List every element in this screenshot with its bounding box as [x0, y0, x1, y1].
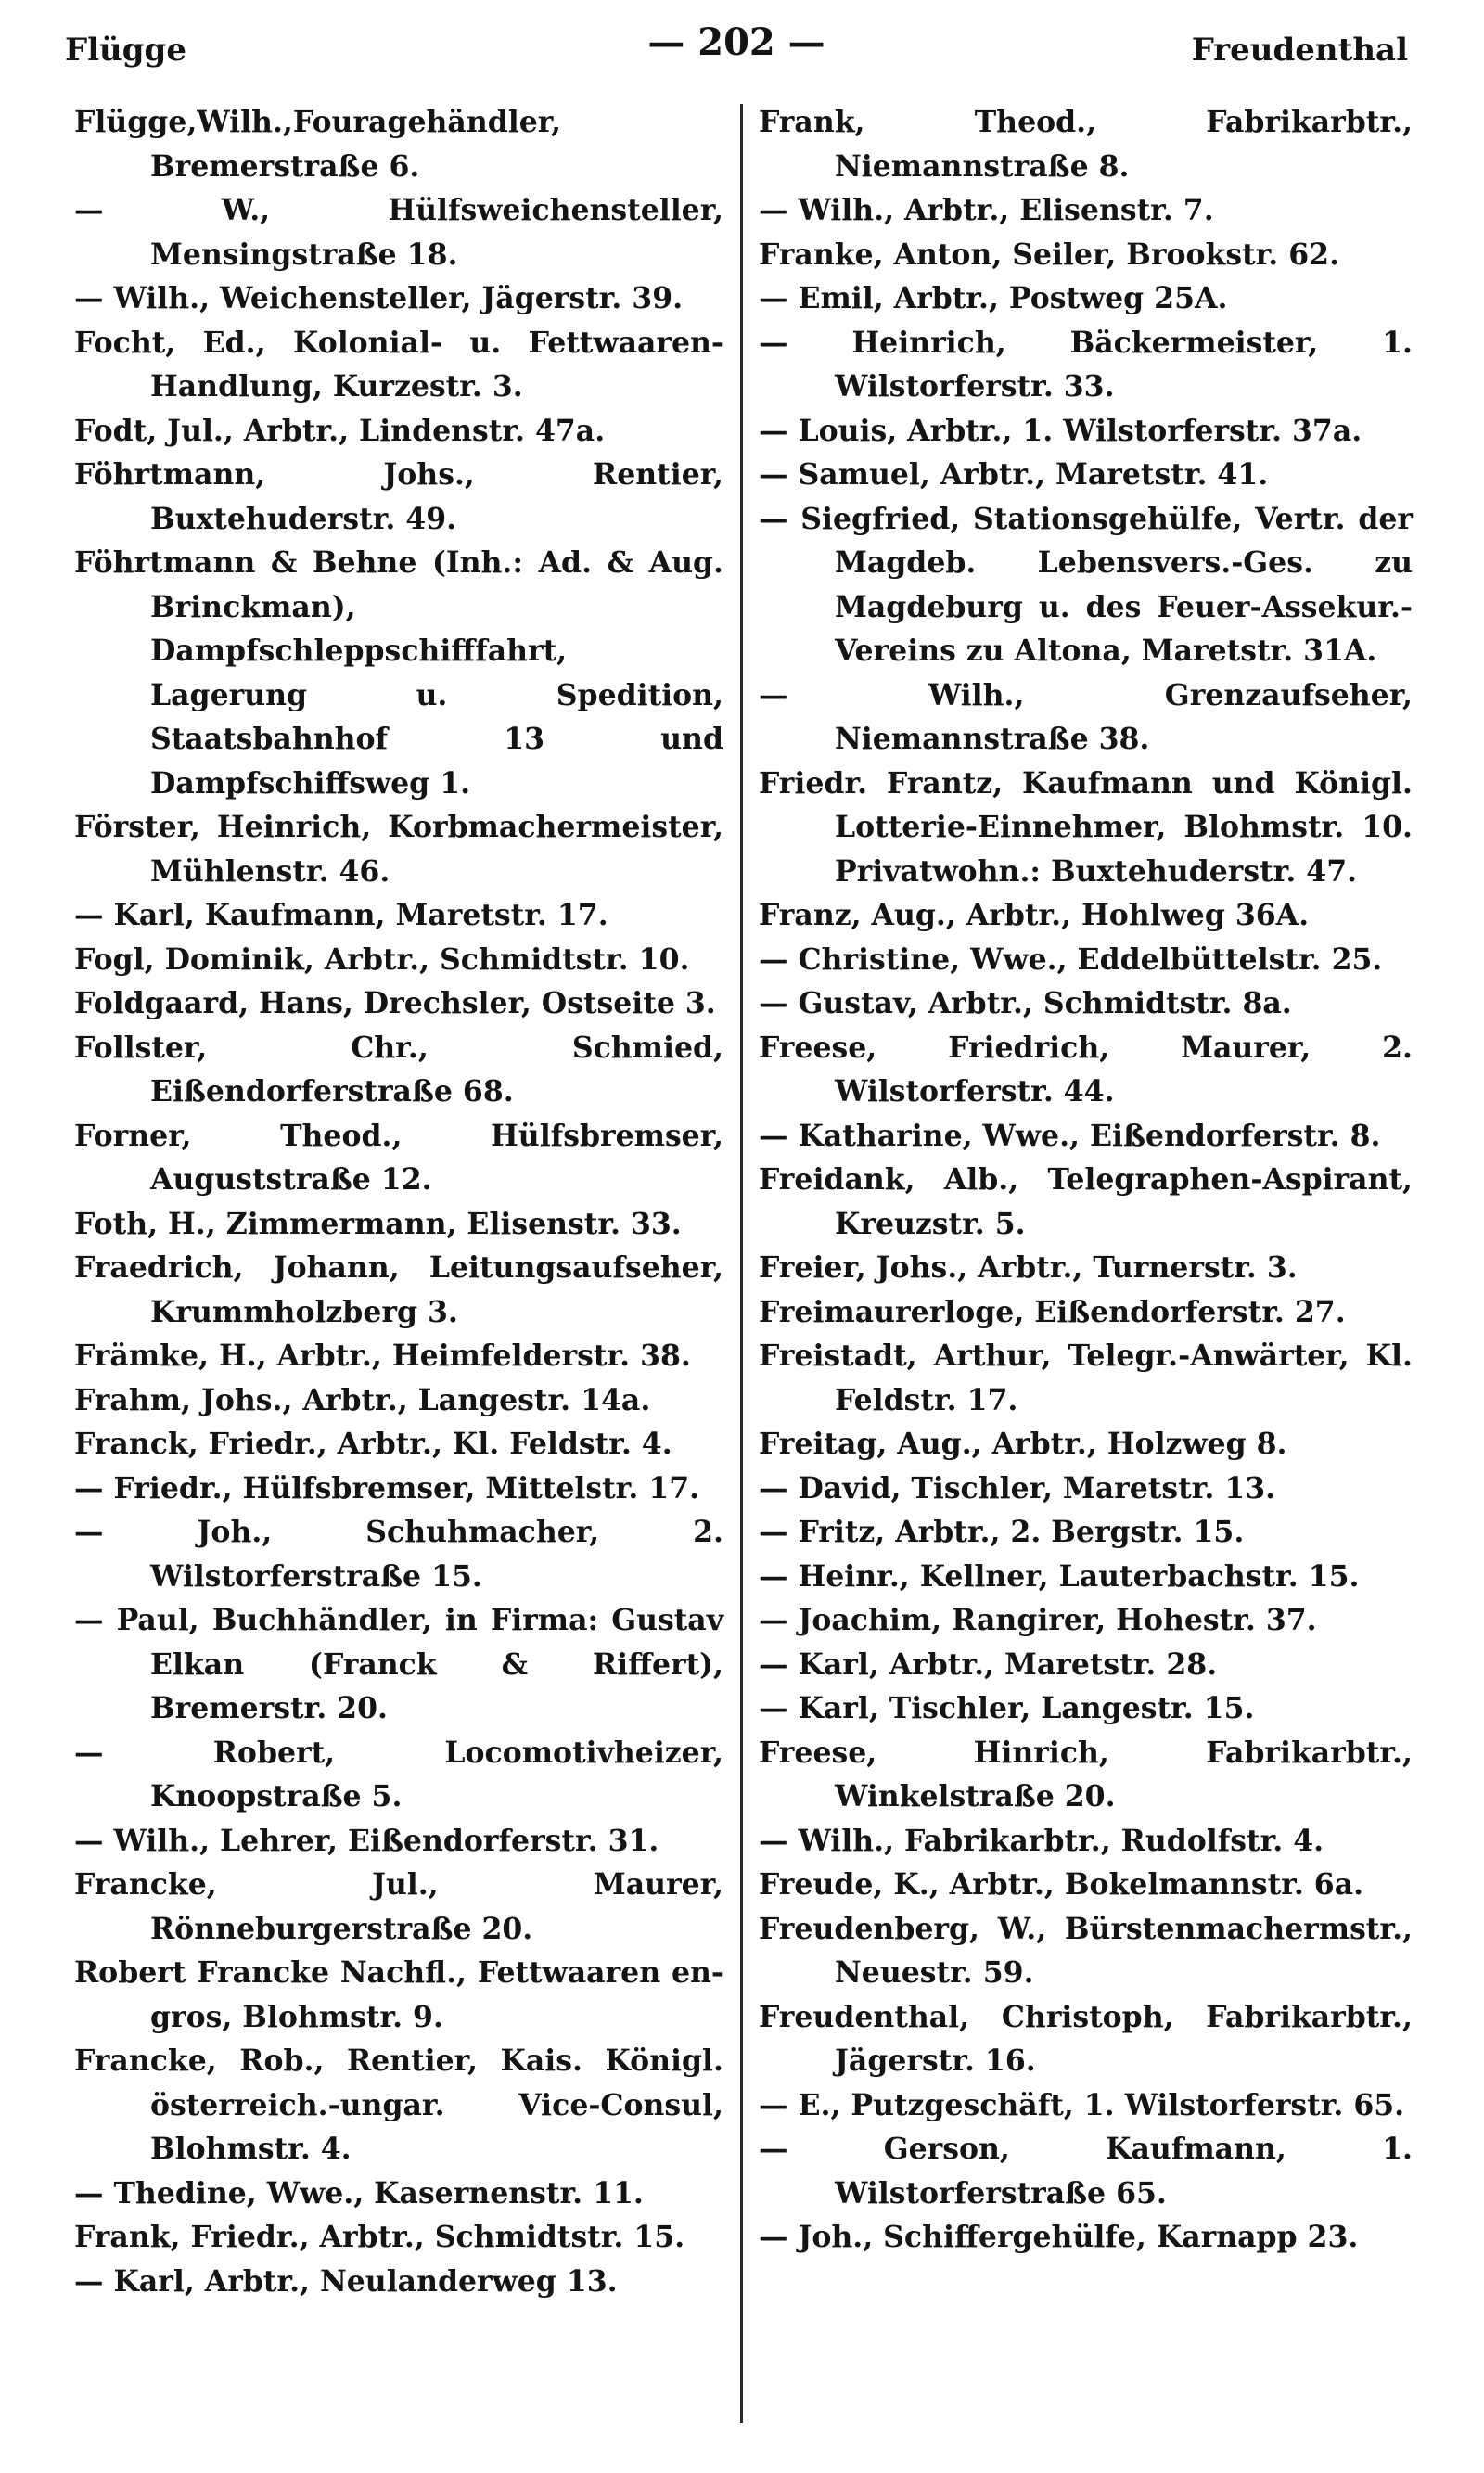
directory-entry: — Fritz, Arbtr., 2. Bergstr. 15.: [759, 1515, 1245, 1549]
directory-entry: — Samuel, Arbtr., Maretstr. 41.: [759, 457, 1269, 492]
directory-entry: — Thedine, Wwe., Kasernenstr. 11.: [74, 2175, 644, 2210]
directory-entry: — Joachim, Rangirer, Hohestr. 37.: [759, 1603, 1317, 1637]
directory-entry: Robert Francke Nachfl., Fettwaaren en-gros, Blohmstr. 9.: [74, 1955, 723, 2034]
directory-entry: — Karl, Arbtr., Neulanderweg 13.: [74, 2263, 618, 2299]
directory-entry: Forner, Theod., Hülfsbremser, Auguststraße 12.: [74, 1118, 723, 1197]
directory-entry: Freistadt, Arthur, Telegr.-Anwärter, Kl. Feldstr. 17.: [759, 1339, 1413, 1417]
directory-entry: Främke, H., Arbtr., Heimfelderstr. 38.: [74, 1339, 691, 1373]
directory-entry: Francke, Rob., Rentier, Kais. Königl. österreich.-ungar. Vice-Consul, Blohmstr. 4.: [74, 2044, 723, 2166]
header-first-name: Flügge: [65, 32, 186, 69]
directory-entry: Fogl, Dominik, Arbtr., Schmidtstr. 10.: [74, 942, 690, 977]
directory-entry: — Karl, Kaufmann, Maretstr. 17.: [74, 898, 608, 932]
directory-entry: — Robert, Locomotivheizer, Knoopstraße 5.: [74, 1735, 723, 1813]
directory-entry: Föhrtmann & Behne (Inh.: Ad. & Aug. Brinckman), Dampfschleppschifffahrt, Lagerung u. Spedition, Staatsbahnhof 13 und Dampfschiffsweg 1.: [74, 545, 723, 801]
directory-entry: — Wilh., Lehrer, Eißendorferstr. 31.: [74, 1823, 659, 1858]
directory-entry: — Siegfried, Stationsgehülfe, Vertr. der Magdeb. Lebensvers.-Ges. zu Magdeburg u. des Feuer-Assekur.-Vereins zu Altona, Maretstr. 31A.: [759, 501, 1413, 668]
directory-entry: Frahm, Johs., Arbtr., Langestr. 14a.: [74, 1382, 651, 1417]
directory-entry: — Joh., Schiffergehülfe, Karnapp 23.: [759, 2220, 1359, 2254]
directory-entry: — W., Hülfsweichensteller, Mensingstraße 18.: [74, 193, 723, 272]
directory-entry: — Karl, Tischler, Langestr. 15.: [759, 1691, 1255, 1725]
directory-entry: — Gustav, Arbtr., Schmidtstr. 8a.: [759, 986, 1292, 1020]
directory-entry: Franz, Aug., Arbtr., Hohlweg 36A.: [759, 898, 1310, 932]
directory-entry: — Christine, Wwe., Eddelbüttelstr. 25.: [759, 942, 1383, 977]
directory-entry: — Wilh., Grenzaufseher, Niemannstraße 38.: [759, 677, 1413, 756]
directory-entry: Freidank, Alb., Telegraphen-Aspirant, Kreuzstr. 5.: [759, 1162, 1413, 1241]
directory-entry: Fodt, Jul., Arbtr., Lindenstr. 47a.: [74, 413, 606, 448]
directory-entry: Foldgaard, Hans, Drechsler, Ostseite 3.: [74, 986, 716, 1020]
directory-entry: — Katharine, Wwe., Eißendorferstr. 8.: [759, 1118, 1381, 1153]
directory-entry: Freier, Johs., Arbtr., Turnerstr. 3.: [759, 1250, 1298, 1285]
directory-entry: Freitag, Aug., Arbtr., Holzweg 8.: [759, 1427, 1287, 1461]
directory-entry: Francke, Jul., Maurer, Rönneburgerstraße 20.: [74, 1867, 723, 1946]
directory-entry: Förster, Heinrich, Korbmachermeister, Mühlenstr. 46.: [74, 810, 723, 889]
directory-entry: Freese, Friedrich, Maurer, 2. Wilstorferstr. 44.: [759, 1030, 1413, 1108]
directory-entry: Frank, Friedr., Arbtr., Schmidtstr. 15.: [74, 2220, 685, 2254]
directory-entry: — Louis, Arbtr., 1. Wilstorferstr. 37a.: [759, 413, 1362, 448]
page-number: — 202 —: [647, 20, 825, 64]
directory-entry: — Wilh., Fabrikarbtr., Rudolfstr. 4.: [759, 1823, 1324, 1858]
directory-entry: Flügge,Wilh.,Fouragehändler, Bremerstraße 6.: [74, 105, 562, 184]
directory-entry: Foth, H., Zimmermann, Elisenstr. 33.: [74, 1206, 682, 1241]
directory-entry: Friedr. Frantz, Kaufmann und Königl. Lotterie-Einnehmer, Blohmstr. 10. Privatwohn.: Buxtehuderstr. 47.: [759, 765, 1413, 889]
directory-entry: — Emil, Arbtr., Postweg 25A.: [759, 281, 1228, 315]
directory-entry: Freimaurerloge, Eißendorferstr. 27.: [759, 1294, 1346, 1329]
directory-entry: Freese, Hinrich, Fabrikarbtr., Winkelstraße 20.: [759, 1735, 1413, 1813]
directory-entry: — Karl, Arbtr., Maretstr. 28.: [759, 1647, 1218, 1682]
directory-entry: Franke, Anton, Seiler, Brookstr. 62.: [759, 237, 1340, 272]
directory-entry: — Wilh., Arbtr., Elisenstr. 7.: [759, 193, 1214, 227]
directory-entry: Follster, Chr., Schmied, Eißendorferstraße 68.: [74, 1030, 723, 1108]
directory-entry: — Heinr., Kellner, Lauterbachstr. 15.: [759, 1558, 1360, 1594]
header-last-name: Freudenthal: [1191, 32, 1408, 69]
directory-entry: Freudenberg, W., Bürstenmachermstr., Neuestr. 59.: [759, 1911, 1413, 1990]
directory-entry: — E., Putzgeschäft, 1. Wilstorferstr. 65.: [759, 2087, 1405, 2122]
directory-entry: Fraedrich, Johann, Leitungsaufseher, Krummholzberg 3.: [74, 1250, 723, 1329]
directory-entry: Franck, Friedr., Arbtr., Kl. Feldstr. 4.: [74, 1427, 672, 1461]
directory-entry: Föhrtmann, Johs., Rentier, Buxtehuderstr. 49.: [74, 457, 723, 536]
directory-entry: — Paul, Buchhändler, in Firma: Gustav Elkan (Franck & Riffert), Bremerstr. 20.: [74, 1603, 723, 1725]
right-column: [759, 100, 1413, 2260]
directory-entry: — Gerson, Kaufmann, 1. Wilstorferstraße 65.: [759, 2132, 1413, 2210]
directory-entry: — David, Tischler, Maretstr. 13.: [759, 1470, 1276, 1506]
column-divider: [740, 104, 743, 2423]
left-column: [74, 100, 723, 2303]
directory-entry: Focht, Ed., Kolonial- u. Fettwaaren-Handlung, Kurzestr. 3.: [74, 325, 723, 404]
directory-entry: Freude, K., Arbtr., Bokelmannstr. 6a.: [759, 1867, 1364, 1902]
directory-entry: Frank, Theod., Fabrikarbtr., Niemannstraße 8.: [759, 105, 1413, 184]
page-header: [65, 20, 1408, 76]
directory-entry: Freudenthal, Christoph, Fabrikarbtr., Jägerstr. 16.: [759, 1999, 1413, 2078]
directory-entry: — Joh., Schuhmacher, 2. Wilstorferstraße 15.: [74, 1515, 723, 1594]
directory-entry: — Wilh., Weichensteller, Jägerstr. 39.: [74, 281, 684, 315]
directory-entry: — Heinrich, Bäckermeister, 1. Wilstorferstr. 33.: [759, 325, 1413, 404]
directory-entry: — Friedr., Hülfsbremser, Mittelstr. 17.: [74, 1470, 700, 1506]
